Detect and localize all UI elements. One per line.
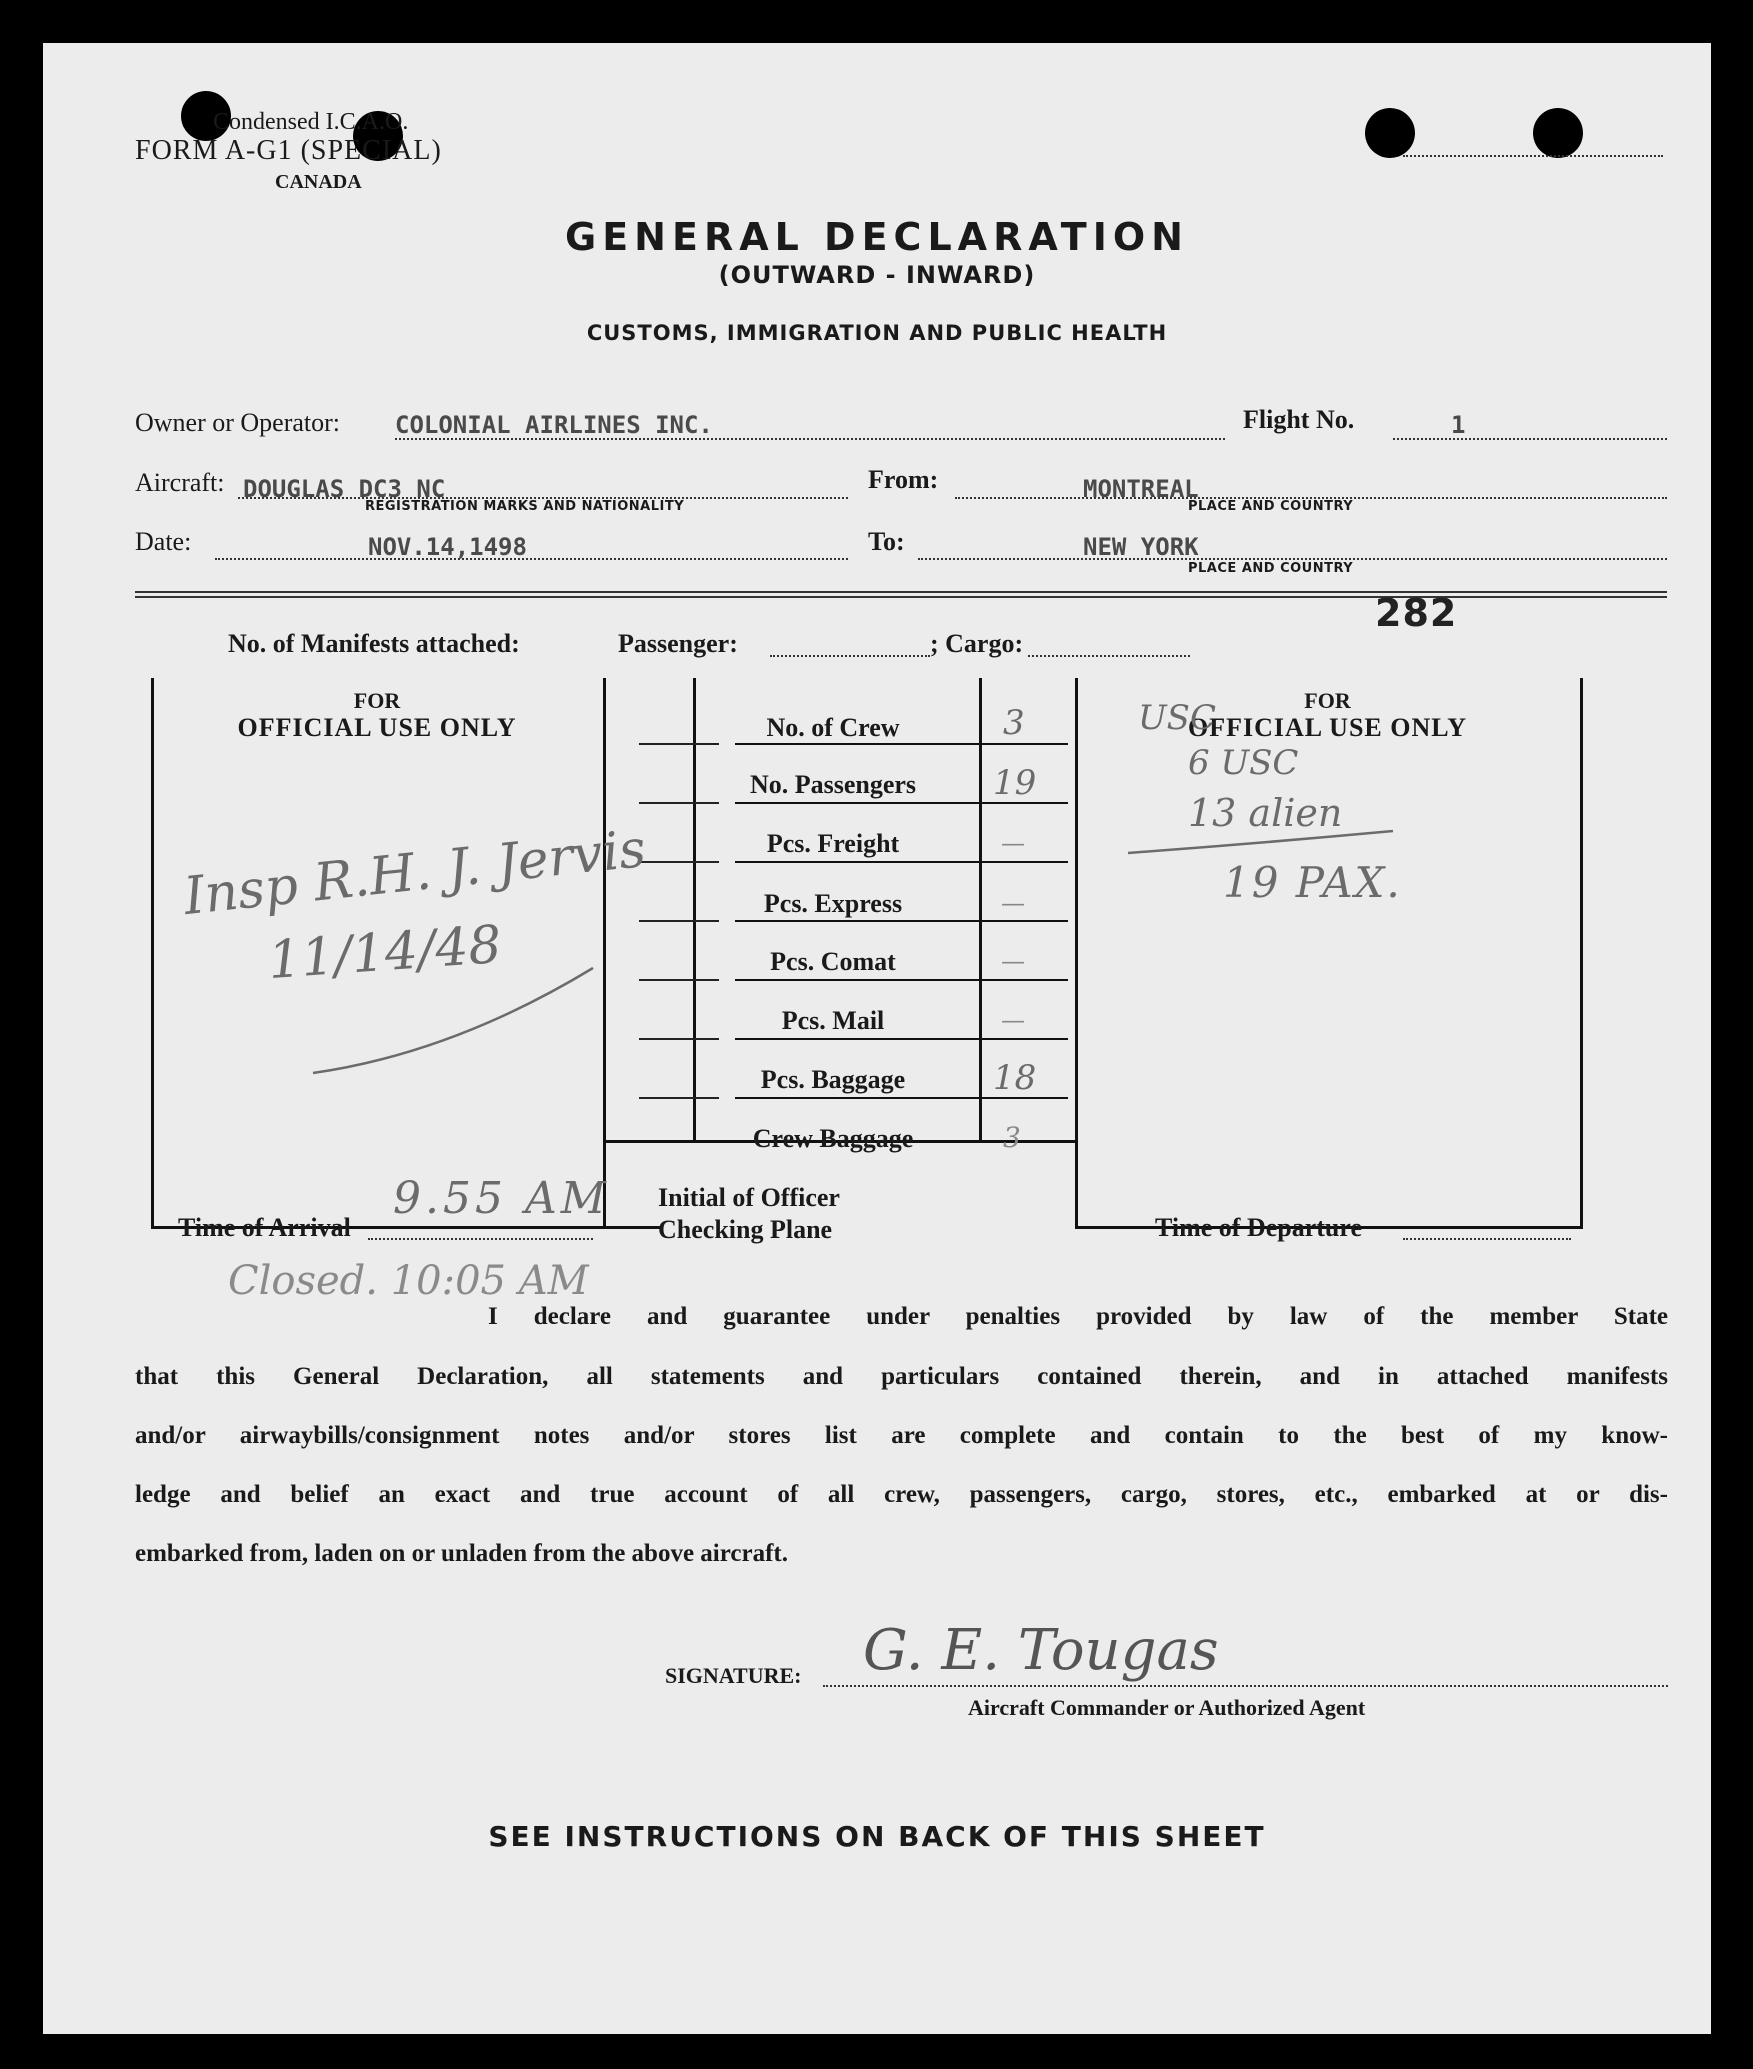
right-note-3: 13 alien xyxy=(1188,791,1343,835)
row-label-baggage: Pcs. Baggage xyxy=(760,1065,906,1094)
to-caption: PLACE AND COUNTRY xyxy=(1188,561,1354,576)
passenger-line xyxy=(770,655,930,657)
value-mail: — xyxy=(1001,1006,1025,1034)
table-col-divider-2 xyxy=(1075,678,1078,1228)
passenger-label: Passenger: xyxy=(618,629,738,658)
dash-3 xyxy=(639,861,719,863)
flight-line xyxy=(1393,438,1667,440)
time-departure-line xyxy=(1403,1238,1571,1240)
page-subheading: CUSTOMS, IMMIGRATION AND PUBLIC HEALTH xyxy=(586,321,1168,345)
table-col-divider-4 xyxy=(979,678,982,1140)
dash-7 xyxy=(639,1097,719,1099)
aircraft-caption: REGISTRATION MARKS AND NATIONALITY xyxy=(365,499,685,514)
left-header-for: FOR xyxy=(353,688,401,713)
dash-5 xyxy=(639,979,719,981)
declaration-line-1: I declare and guarantee under penalties provided by law of the member State xyxy=(488,1303,1668,1330)
owner-label: Owner or Operator: xyxy=(135,408,341,437)
declaration-form-page xyxy=(43,43,1711,2034)
value-freight: — xyxy=(1001,829,1025,857)
left-date-handwriting: 11/14/48 xyxy=(266,914,504,992)
cargo-line xyxy=(1028,655,1190,657)
table-right-border xyxy=(1580,678,1583,1228)
declaration-line-3: and/or airwaybills/consignment notes and/or stores list are complete and contain to the best of my know- xyxy=(135,1422,1668,1449)
signature-line xyxy=(823,1685,1668,1687)
row-label-crew: No. of Crew xyxy=(766,713,900,742)
flight-label: Flight No. xyxy=(1243,405,1355,434)
row-label-mail: Pcs. Mail xyxy=(781,1006,885,1035)
value-line-4 xyxy=(988,920,1068,922)
time-arrival-label: Time of Arrival xyxy=(178,1213,351,1242)
dash-6 xyxy=(639,1038,719,1040)
time-arrival-value: 9.55 AM xyxy=(393,1173,610,1224)
aircraft-line xyxy=(238,497,848,499)
right-note-1: USC xyxy=(1138,698,1216,738)
footer-instructions: SEE INSTRUCTIONS ON BACK OF THIS SHEET xyxy=(488,1820,1266,1853)
aircraft-label: Aircraft: xyxy=(135,468,225,497)
date-value: NOV.14,1498 xyxy=(368,533,527,561)
dash-1 xyxy=(639,743,719,745)
initial-label-1: Initial of Officer xyxy=(658,1183,840,1212)
declaration-line-5: embarked from, laden on or unladen from the above aircraft. xyxy=(135,1540,788,1567)
value-baggage: 18 xyxy=(993,1058,1037,1098)
time-arrival-line xyxy=(368,1238,593,1240)
right-note-2: 6 USC xyxy=(1188,743,1299,783)
signature-label: SIGNATURE: xyxy=(665,1663,802,1688)
value-line-5 xyxy=(988,979,1068,981)
declaration-line-4: ledge and belief an exact and true account of all crew, passengers, cargo, stores, etc., embarked at or dis- xyxy=(135,1481,1668,1508)
value-line-1 xyxy=(988,743,1068,745)
value-crew: 3 xyxy=(1003,703,1025,743)
aircraft-value: DOUGLAS DC3 NC xyxy=(243,475,446,503)
right-handwriting-stroke xyxy=(1123,823,1403,863)
signature-value: G. E. Tougas xyxy=(863,1618,1219,1683)
top-right-line xyxy=(1403,155,1663,157)
row-label-passengers: No. Passengers xyxy=(749,770,917,799)
manifests-label: No. of Manifests attached: xyxy=(228,629,520,658)
value-express: — xyxy=(1001,889,1025,917)
owner-line xyxy=(395,438,1225,440)
from-line xyxy=(955,497,1667,499)
right-header-official: OFFICIAL USE ONLY xyxy=(1188,713,1467,742)
right-header-for: FOR xyxy=(1304,688,1351,713)
form-line-3: CANADA xyxy=(275,171,362,193)
punch-hole-right-1 xyxy=(1365,108,1415,158)
signature-caption: Aircraft Commander or Authorized Agent xyxy=(968,1695,1366,1720)
left-handwriting-stroke xyxy=(303,963,603,1083)
date-label: Date: xyxy=(135,527,192,556)
to-value: NEW YORK xyxy=(1083,533,1199,561)
owner-value: COLONIAL AIRLINES INC. xyxy=(395,411,713,439)
form-line-1: Condensed I.C.A.O. xyxy=(213,109,409,135)
value-crew-baggage: 3 xyxy=(1003,1121,1021,1154)
table-left-border xyxy=(151,678,154,1228)
right-note-4: 19 PAX. xyxy=(1223,858,1402,907)
time-departure-label: Time of Departure xyxy=(1155,1213,1362,1242)
to-line xyxy=(918,558,1667,560)
row-label-freight: Pcs. Freight xyxy=(766,829,900,858)
left-header-official: OFFICIAL USE ONLY xyxy=(237,713,517,742)
left-officer-handwriting: Insp R.H. J. Jervis xyxy=(181,818,649,928)
punch-hole-right-2 xyxy=(1533,108,1583,158)
dash-4 xyxy=(639,920,719,922)
page-title: GENERAL DECLARATION xyxy=(565,215,1189,259)
initial-label-2: Checking Plane xyxy=(658,1215,833,1244)
dash-2 xyxy=(639,802,719,804)
stamp-number: 282 xyxy=(1375,591,1458,635)
from-value: MONTREAL xyxy=(1083,475,1199,503)
from-caption: PLACE AND COUNTRY xyxy=(1188,499,1354,514)
declaration-line-2: that this General Declaration, all statements and particulars contained therein, and in attached manifests xyxy=(135,1363,1668,1390)
form-line-2: FORM A-G1 (SPECIAL) xyxy=(135,135,442,166)
page-subtitle: (OUTWARD - INWARD) xyxy=(718,261,1036,289)
value-comat: — xyxy=(1001,947,1025,975)
from-label: From: xyxy=(868,465,939,494)
value-passengers: 19 xyxy=(993,763,1037,803)
table-col-divider-1 xyxy=(603,678,606,1228)
flight-value: 1 xyxy=(1451,411,1466,439)
cargo-label: ; Cargo: xyxy=(930,629,1024,658)
row-label-crew-baggage: Crew Baggage xyxy=(752,1124,914,1153)
date-line xyxy=(215,558,848,560)
to-label: To: xyxy=(868,527,905,556)
row-label-comat: Pcs. Comat xyxy=(770,947,896,976)
closed-note: Closed. 10:05 AM xyxy=(228,1258,589,1304)
row-label-express: Pcs. Express xyxy=(763,889,903,918)
value-line-6 xyxy=(988,1038,1068,1040)
value-line-3 xyxy=(988,861,1068,863)
